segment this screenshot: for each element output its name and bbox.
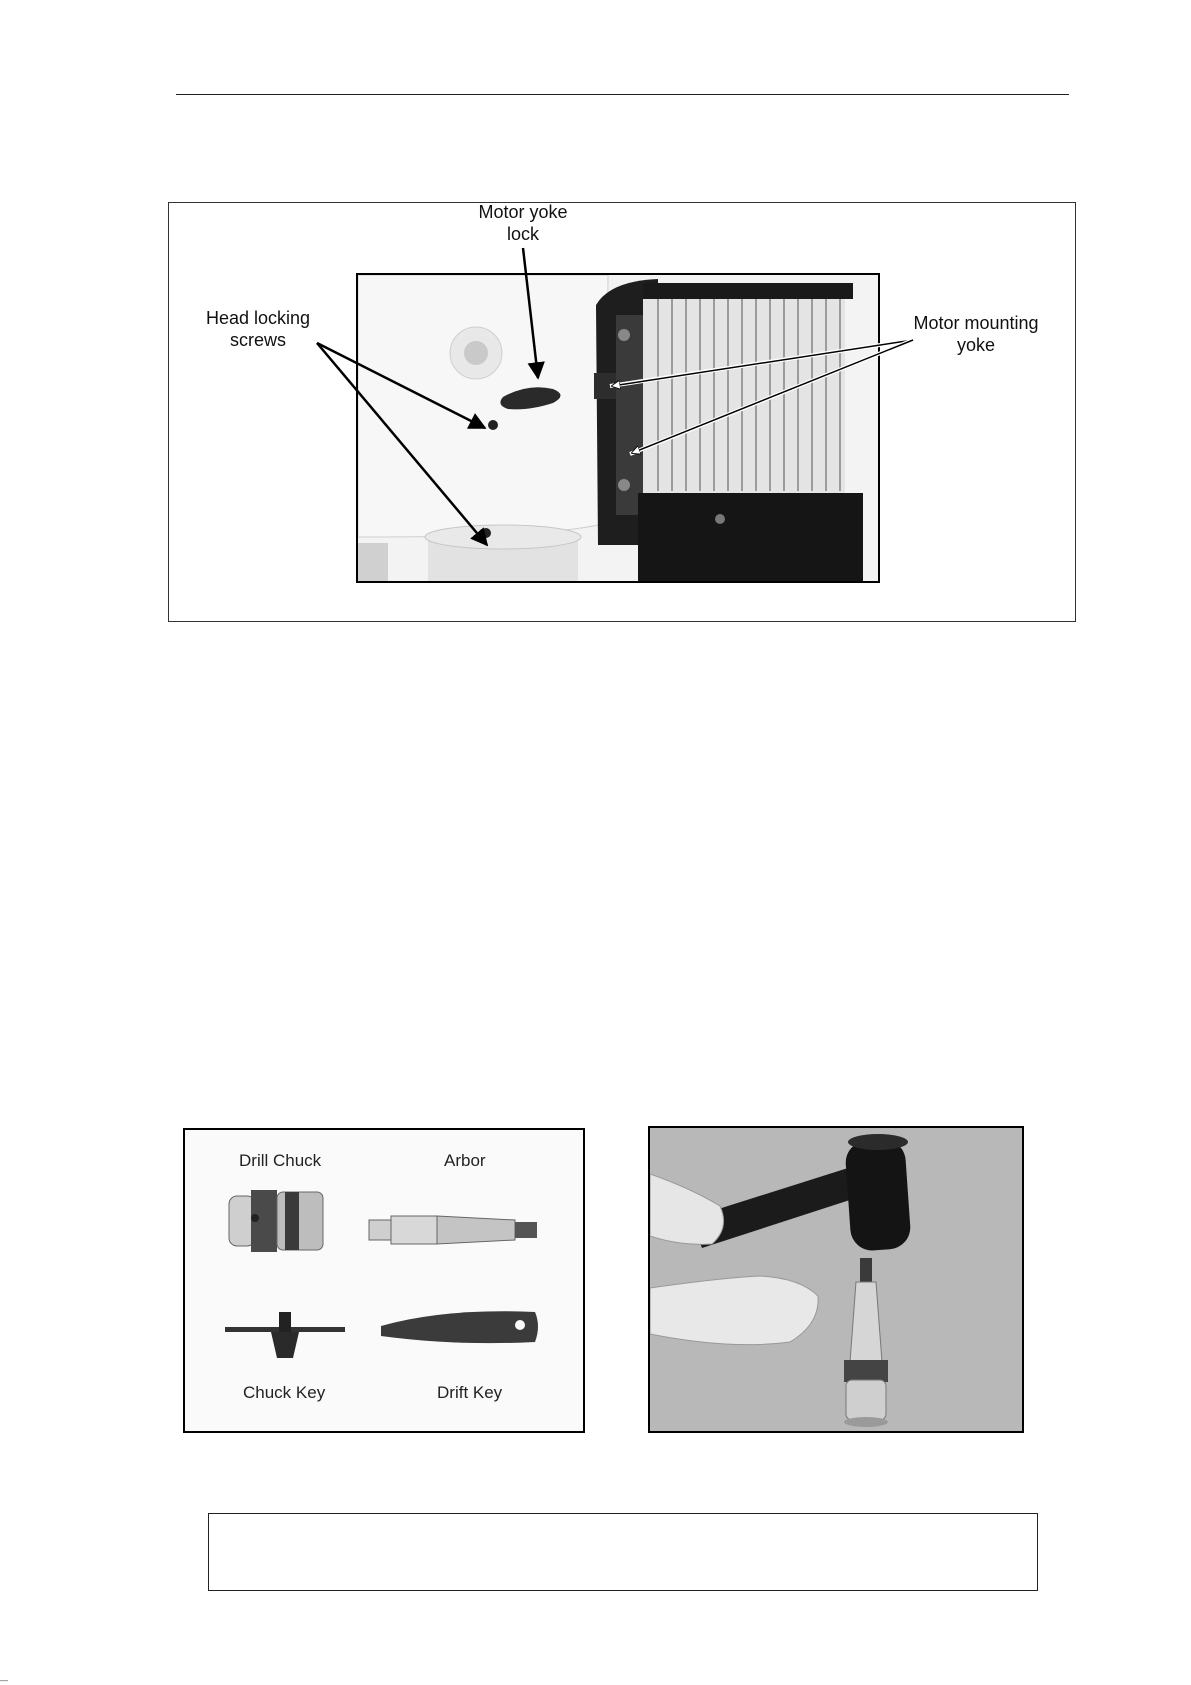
label-motor-yoke-lock: Motor yoke lock [478, 202, 568, 244]
label-motor-mounting-yoke: Motor mounting yoke [913, 313, 1039, 355]
label-arbor: Arbor [444, 1151, 486, 1170]
label-chuck-key: Chuck Key [243, 1383, 326, 1402]
drift-key-icon [381, 1311, 538, 1343]
chuck-key-icon [225, 1312, 345, 1358]
label-head-locking-screws: Head locking screws [205, 308, 311, 350]
page-corner-mark: — [0, 1676, 8, 1685]
arbor-icon [369, 1216, 537, 1244]
photo-seating-arbor-with-mallet [648, 1126, 1024, 1433]
drill-chuck-icon [229, 1190, 323, 1252]
note-box [208, 1513, 1038, 1591]
photo-chuck-parts [183, 1128, 585, 1433]
label-drift-key: Drift Key [437, 1383, 503, 1402]
label-drill-chuck: Drill Chuck [239, 1151, 322, 1170]
